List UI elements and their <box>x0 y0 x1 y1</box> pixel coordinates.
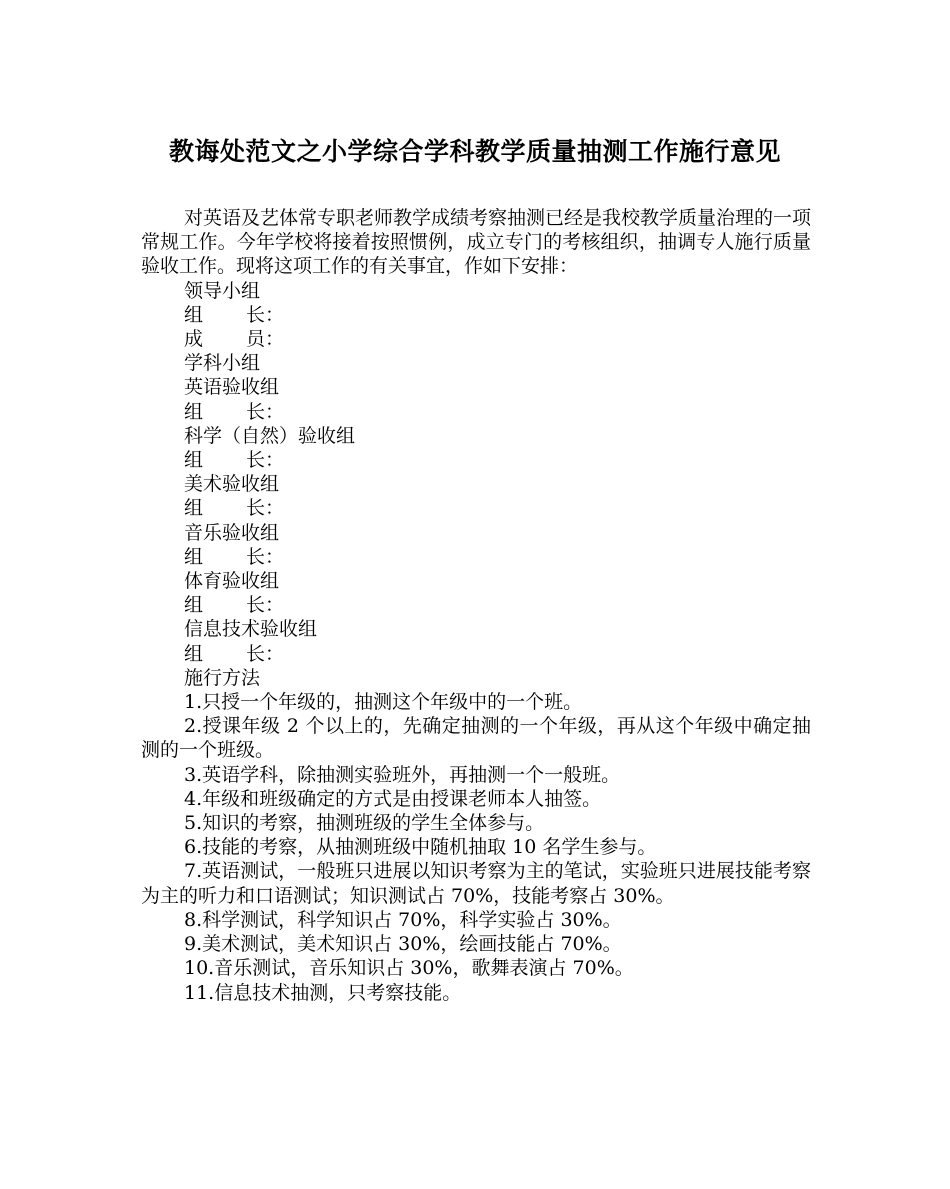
label-char: 组 <box>184 545 204 568</box>
method-item: 1.只授一个年级的，抽测这个年级中的一个班。 <box>184 691 583 714</box>
group-name: 音乐验收组 <box>184 521 280 544</box>
label-char: 长： <box>246 303 285 326</box>
method-item: 9.美术测试，美术知识占 30%，绘画技能占 70%。 <box>184 933 622 956</box>
group-leader-line <box>141 448 811 472</box>
method-item: 3.英语学科，除抽测实验班外，再抽测一个一般班。 <box>184 763 621 786</box>
group-leader-line <box>141 642 811 666</box>
method-item: 10.音乐测试，音乐知识占 30%，歌舞表演占 70%。 <box>184 957 634 980</box>
group-name: 科学（自然）验收组 <box>184 424 356 447</box>
group-name: 信息技术验收组 <box>184 618 318 641</box>
method-item: 2.授课年级 2 个以上的，先确定抽测的一个年级，再从这个年级中确定抽测的一个班级。 <box>141 715 811 762</box>
label-char: 组 <box>184 594 204 617</box>
label-char: 长： <box>246 497 285 520</box>
method-heading: 施行方法 <box>184 666 261 689</box>
method-item: 4.年级和班级确定的方式是由授课老师本人抽签。 <box>184 787 602 810</box>
method-item: 5.知识的考察，抽测班级的学生全体参与。 <box>184 812 545 835</box>
document-body <box>141 206 811 1005</box>
subject-group-heading: 学科小组 <box>184 352 261 375</box>
label-char: 成 <box>184 328 204 351</box>
group-name: 体育验收组 <box>184 570 280 593</box>
method-item: 11.信息技术抽测，只考察技能。 <box>184 981 462 1004</box>
document-title: 教诲处范文之小学综合学科教学质量抽测工作施行意见 <box>168 137 781 166</box>
label-char: 长： <box>246 449 285 472</box>
method-item: 8.科学测试，科学知识占 70%，科学实验占 30%。 <box>184 908 622 931</box>
label-char: 组 <box>184 642 204 665</box>
method-item: 6.技能的考察，从抽测班级中随机抽取 10 名学生参与。 <box>184 836 657 859</box>
leadership-heading: 领导小组 <box>184 279 261 302</box>
group-leader-line <box>141 400 811 424</box>
group-leader-line <box>141 545 811 569</box>
label-char: 组 <box>184 400 204 423</box>
label-char: 员： <box>246 328 285 351</box>
label-char: 组 <box>184 449 204 472</box>
label-char: 长： <box>246 642 285 665</box>
group-leader-line <box>141 496 811 520</box>
label-char: 长： <box>246 400 285 423</box>
leadership-member-line <box>141 327 811 351</box>
intro-paragraph: 对英语及艺体常专职老师教学成绩考察抽测已经是我校教学质量治理的一项常规工作。今年学校将接着按照惯例，成立专门的考核组织，抽调专人施行质量验收工作。现将这项工作的有关事宜，作如下安排： <box>141 207 812 278</box>
label-char: 长： <box>246 594 285 617</box>
label-char: 长： <box>246 545 285 568</box>
method-item: 7.英语测试，一般班只进展以知识考察为主的笔试，实验班只进展技能考察为主的听力和口语测试；知识测试占 70%，技能考察占 30%。 <box>141 860 811 907</box>
group-leader-line <box>141 593 811 617</box>
label-char: 组 <box>184 497 204 520</box>
label-char: 组 <box>184 303 204 326</box>
group-name: 英语验收组 <box>184 376 280 399</box>
group-name: 美术验收组 <box>184 473 280 496</box>
leadership-leader-line <box>141 303 811 327</box>
